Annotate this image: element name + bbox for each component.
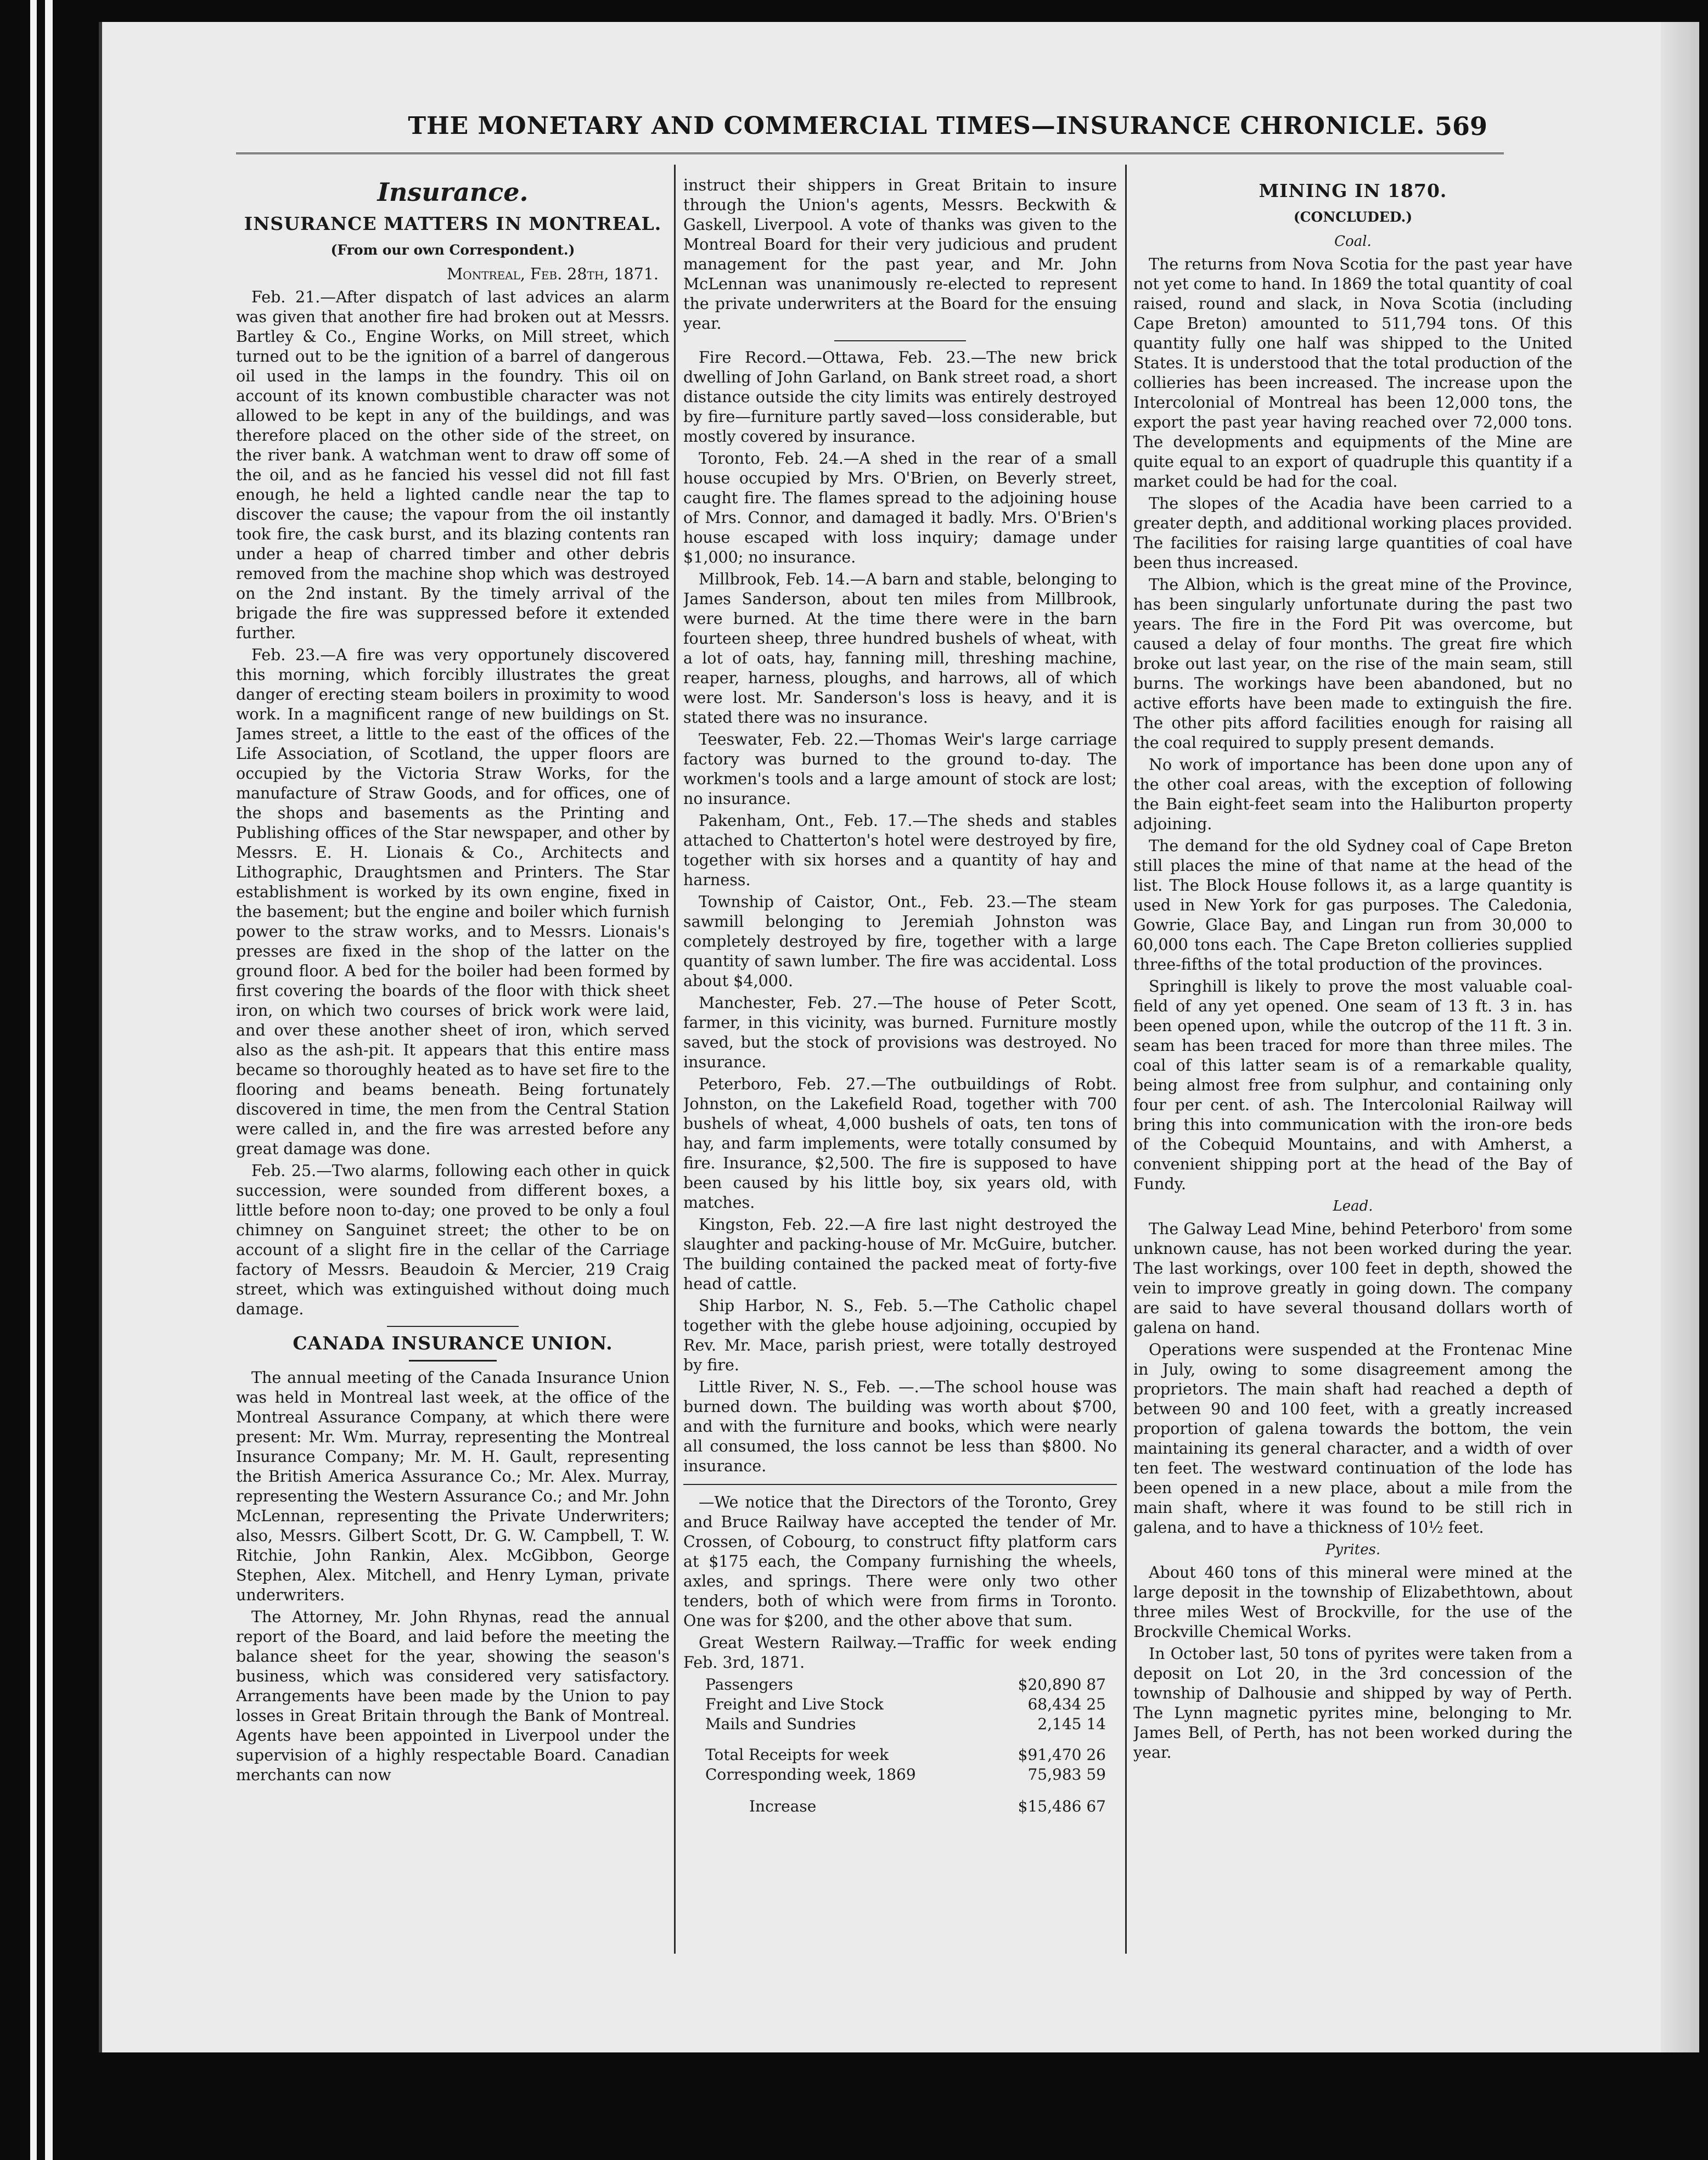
article-paragraph: The Galway Lead Mine, behind Peterboro' from some unknown cause, has not been worked during the year. The last workings, over 100 feet in depth, showed the vein to improve greatly in going down. The company are said to have several thousand dollars worth of galena on hand. [1133,1220,1572,1337]
fire-record-item: Millbrook, Feb. 14.—A barn and stable, belonging to James Sanderson, about ten miles from Millbrook, were burned. At the time there were in the barn fourteen sheep, three hundred bushels of wheat, with a lot of oats, hay, fanning mill, threshing machine, reaper, harness, ploughs, and harrows, all of which were lost. Mr. Sanderson's loss is heavy, and it is stated there was no insurance. [683,570,1117,727]
fire-record-item: Peterboro, Feb. 27.—The outbuildings of Robt. Johnston, on the Lakefield Road, together with 700 bushels of wheat, 4,000 bushels of oats, ten tons of hay, and farm implements, were totally consumed by fire. Insurance, $2,500. The fire is supposed to have been caused by his little boy, six years old, with matches. [683,1075,1117,1212]
article-paragraph: The returns from Nova Scotia for the past year have not yet come to hand. In 1869 the total quantity of coal raised, round and slack, in Nova Scotia (including Cape Breton) amounted to 511,794 tons. Of this quantity fully one half was shipped to the United States. It is understood that the total production of the collieries has been increased. The increase upon the Intercolonial of Montreal has been 12,000 tons, the export the past year having reached over 72,000 tons. The developments and equipments of the Mine are quite equal to an export of quadruple this quantity if a market could be had for the coal. [1133,255,1572,491]
traffic-label: Mails and Sundries [705,1715,856,1733]
article-paragraph: Springhill is likely to prove the most valuable coal-field of any yet opened. One seam of 13 ft. 3 in. has been opened upon, while the outcrop of the 11 ft. 3 in. seam has been traced for more than three miles. The coal of this latter seam is of a remarkable quality, being almost free from sulphur, and containing only four per cent. of ash. The Intercolonial Railway will bring this into communication with the iron-ore beds of the Cobequid Mountains, and with Amherst, a convenient shipping port at the head of the Bay of Fundy. [1133,977,1572,1193]
article-paragraph: The Attorney, Mr. John Rhynas, read the annual report of the Board, and laid before the meeting the balance sheet for the year, showing the season's business, which was considered very satisfactory. Arrangements have been made by the Union to pay losses in Great Britain through the Bank of Montreal. Agents have been appointed in Liverpool under the supervision of a highly respectable Board. Canadian merchants can now [236,1608,670,1784]
article-paragraph: Operations were suspended at the Frontenac Mine in July, owing to some disagreement among the proprietors. The main shaft had reached a depth of between 90 and 100 feet, with a greatly increased proportion of galena towards the bottom, the vein maintaining its general character, and a width of over ten feet. The westward continuation of the lode has been opened in a new place, about a mile from the main shaft, where it was found to be still rich in galena, and to have a thickness of 10½ feet. [1133,1341,1572,1537]
fire-record-item: Ship Harbor, N. S., Feb. 5.—The Catholic chapel together with the glebe house adjoining, occupied by Rev. Mr. Mace, parish priest, were totally destroyed by fire. [683,1297,1117,1374]
article-subtitle: (CONCLUDED.) [1293,209,1413,225]
article-separator [387,1326,519,1327]
column-fire-record [683,176,1117,1965]
fire-record-item: Pakenham, Ont., Feb. 17.—The sheds and stables attached to Chatterton's hotel were destroyed by fire, together with six horses and a quantity of hay and harness. [683,812,1117,889]
page-header-title: THE MONETARY AND COMMERCIAL TIMES—INSURANCE CHRONICLE. [408,112,1425,140]
traffic-label: Passengers [705,1675,793,1694]
traffic-row [683,1695,1117,1714]
column-divider [674,165,676,1954]
article-paragraph: Feb. 23.—A fire was very opportunely discovered this morning, which forcibly illustrates the great danger of erecting steam boilers in proximity to wood work. In a magnificent range of new buildings on St. James street, a little to the east of the offices of the Life Association, of Scotland, the upper floors are occupied by the Victoria Straw Works, for the manufacture of Straw Goods, and for offices, one of the shops and basements as the Printing and Publishing offices of the Star newspaper, and other by Messrs. E. H. Lionais & Co., Architects and Lithographic, Draughtsmen and Printers. The Star establishment is worked by its own engine, fixed in the basement; but the engine and boiler which furnish power to the straw works, and to Messrs. Lionais's presses are fixed in the shop of the latter on the ground floor. A bed for the boiler had been formed by first covering the boards of the floor with thick sheet iron, on which two courses of brick work were laid, and over these another sheet of iron, which served also as the ash-pit. It appears that this entire mass became so thoroughly heated as to have set fire to the flooring and beams beneath. Being fortunately discovered in time, the men from the Central Station were called in, and the fire was arrested before any great damage was done. [236,646,670,1158]
railway-note: —We notice that the Directors of the Toronto, Grey and Bruce Railway have accepted the tender of Mr. Crossen, of Cobourg, to construct fifty platform cars at $175 each, the Company furnishing the wheels, axles, and springs. There were only two other tenders, both of which were from firms in Toronto. One was for $200, and the other above that sum. [683,1493,1117,1630]
traffic-amount: 75,983 59 [1027,1765,1106,1784]
film-edge-strip [45,0,53,2160]
traffic-label: Increase [749,1797,817,1815]
traffic-row [683,1734,1117,1765]
article-paragraph: The demand for the old Sydney coal of Cape Breton still places the mine of that name at the head of the list. The Block House follows it, as a large quantity is used in New York for gas purposes. The Caledonia, Gowrie, Glace Bay, and Lingan run from 30,000 to 60,000 tons each. The Cape Breton collieries supplied three-fifths of the total production of the provinces. [1133,837,1572,974]
traffic-label: Freight and Live Stock [705,1695,884,1713]
traffic-row [683,1765,1117,1785]
page-edge-shadow [1661,22,1699,2052]
article-title: MINING IN 1870. [1258,180,1447,201]
fire-record-item: Teeswater, Feb. 22.—Thomas Weir's large carriage factory was burned to the ground to-day. The workmen's tools and a large amount of stock are lost; no insurance. [683,730,1117,808]
traffic-label: Total Receipts for week [705,1746,889,1764]
article-paragraph: The Albion, which is the great mine of the Province, has been singularly unfortunate during the past two years. The fire in the Ford Pit was overcome, but caused a delay of four months. The great fire which broke out last year, on the rise of the main seam, still burns. The workings have been abandoned, but no active efforts have been made to extinguish the fire. The other pits afford facilities enough for raising all the coal required to supply present demands. [1133,576,1572,752]
column-insurance [236,176,670,1965]
article-paragraph: Feb. 21.—After dispatch of last advices an alarm was given that another fire had broken out at Messrs. Bartley & Co., Engine Works, on Mill street, which turned out to be the ignition of a barrel of dangerous oil used in the lamps in the foundry. This oil on account of its known combustible character was not allowed to be kept in any of the buildings, and was therefore placed on the other side of the street, on the river bank. A watchman went to draw off some of the oil, and as he fancied his vessel did not fill fast enough, he held a lighted candle near the tap to discover the cause; the vapour from the oil instantly took fire, the cask burst, and its blazing contents ran under a heap of charred timber and other debris removed from the machine shop which was destroyed on the 2nd instant. By the timely arrival of the brigade the fire was suppressed before it extended further. [236,288,670,642]
section-heading: Lead. [1333,1198,1373,1214]
section-heading: Pyrites. [1325,1542,1381,1558]
traffic-amount: 2,145 14 [1037,1715,1106,1733]
traffic-row [683,1675,1117,1695]
column-mining [1133,176,1572,1965]
column-divider [1125,165,1127,1954]
article-paragraph: The slopes of the Acadia have been carried to a greater depth, and additional working places provided. The facilities for raising large quantities of coal have been thus increased. [1133,494,1572,572]
article-separator [683,1484,1117,1485]
section-heading: Coal. [1334,233,1372,250]
article-paragraph: Feb. 25.—Two alarms, following each other in quick succession, were sounded from different boxes, a little before noon to-day; one proved to be only a foul chimney on Sanguinet street; the other to be on account of a slight fire in the cellar of the Carriage factory of Messrs. Beaudoin & Mercier, 219 Craig street, which was extinguished without doing much damage. [236,1162,670,1318]
header-rule [236,153,1504,154]
article-paragraph: No work of importance has been done upon any of the other coal areas, with the exception of following the Bain eight-feet seam into the Haliburton property adjoining. [1133,756,1572,833]
article-paragraph: The annual meeting of the Canada Insurance Union was held in Montreal last week, at the office of the Montreal Assurance Company, at which there were present: Mr. Wm. Murray, representing the Montreal Insurance Company; Mr. M. H. Gault, representing the British America Assurance Co.; Mr. Alex. Murray, representing the Western Assurance Co.; and Mr. John McLennan, representing the Private Underwriters; also, Messrs. Gilbert Scott, Dr. G. W. Campbell, T. W. Ritchie, John Rankin, Alex. McGibbon, George Stephen, Alex. Mitchell, and Henry Lyman, private underwriters. [236,1369,670,1604]
article-dateline: Montreal, Feb. 28th, 1871. [447,265,659,283]
article-paragraph: instruct their shippers in Great Britain to insure through the Union's agents, Messrs. Beckwith & Gaskell, Liverpool. A vote of thanks was given to the Montreal Board for their very judicious and prudent management for the past year, and Mr. John McLennan was unanimously re-elected to represent the private underwriters at the Board for the ensuing year. [683,176,1117,333]
article-paragraph: In October last, 50 tons of pyrites were taken from a deposit on Lot 20, in the 3rd concession of the township of Dalhousie and shipped by way of Perth. The Lynn magnetic pyrites mine, belonging to Mr. James Bell, of Perth, has not been worked during the year. [1133,1645,1572,1762]
article-separator [834,340,966,341]
traffic-amount: $91,470 26 [1018,1746,1106,1764]
traffic-amount: $20,890 87 [1018,1675,1106,1694]
fire-record-item: Kingston, Feb. 22.—A fire last night destroyed the slaughter and packing-house of Mr. McGuire, butcher. The building contained the packed meat of forty-five head of cattle. [683,1216,1117,1293]
article-paragraph: About 460 tons of this mineral were mined at the large deposit in the township of Elizabethtown, about three miles West of Brockville, for the use of the Brockville Chemical Works. [1133,1563,1572,1641]
traffic-amount: $15,486 67 [1018,1797,1106,1815]
traffic-row [683,1785,1117,1816]
traffic-row [683,1714,1117,1734]
fire-record-item: Township of Caistor, Ont., Feb. 23.—The steam sawmill belonging to Jeremiah Johnston was completely destroyed by fire, together with a large quantity of sawn lumber. The fire was accidental. Loss about $4,000. [683,893,1117,990]
traffic-intro: Great Western Railway.—Traffic for week ending Feb. 3rd, 1871. [683,1634,1117,1672]
traffic-label: Corresponding week, 1869 [705,1765,916,1784]
film-edge-strip [30,0,37,2160]
fire-record-item: Fire Record.—Ottawa, Feb. 23.—The new brick dwelling of John Garland, on Bank street road, a short distance outside the city limits was entirely destroyed by fire—furniture partly saved—loss considerable, but mostly covered by insurance. [683,348,1117,446]
title-rule [409,1360,497,1362]
traffic-amount: 68,434 25 [1027,1695,1106,1713]
fire-record-item: Toronto, Feb. 24.—A shed in the rear of a small house occupied by Mrs. O'Brien, on Beverly street, caught fire. The flames spread to the adjoining house of Mrs. Connor, and damaged it badly. Mrs. O'Brien's house escaped with loss inquiry; damage under $1,000; no insurance. [683,449,1117,566]
article-title: INSURANCE MATTERS IN MONTREAL. [244,213,662,234]
article-title: CANADA INSURANCE UNION. [293,1332,613,1354]
fire-record-item: Manchester, Feb. 27.—The house of Peter Scott, farmer, in this vicinity, was burned. Furniture mostly saved, but the stock of provisions was destroyed. No insurance. [683,994,1117,1071]
department-heading: Insurance. [377,177,529,207]
article-byline: (From our own Correspondent.) [330,242,575,258]
traffic-table [683,1675,1117,1816]
page-number: 569 [1434,111,1487,141]
fire-record-item: Little River, N. S., Feb. —.—The school house was burned down. The building was worth about $700, and with the furniture and books, which were nearly all consumed, the loss cannot be less than $800. No insurance. [683,1378,1117,1475]
